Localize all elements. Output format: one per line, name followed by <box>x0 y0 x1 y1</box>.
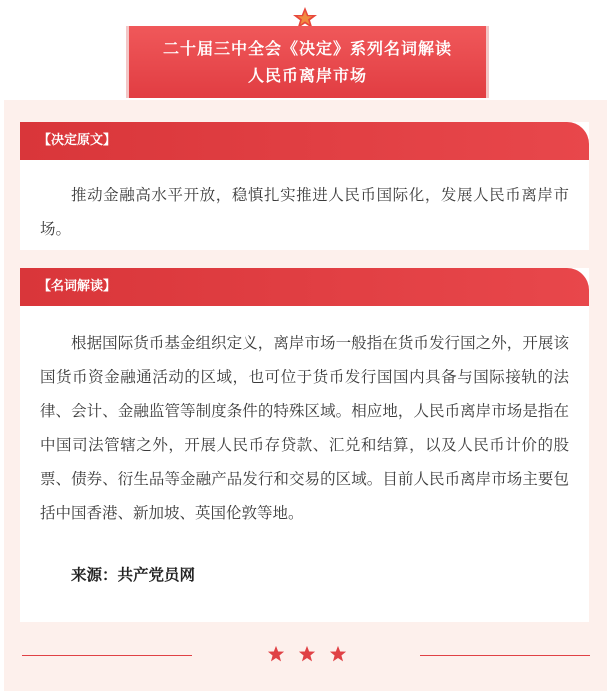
title-banner <box>126 26 489 98</box>
section-label: 【决定原文】 <box>38 133 117 148</box>
source-credit: 来源：共产党员网 <box>71 566 196 584</box>
section-label: 【名词解读】 <box>38 279 117 294</box>
banner-title-line1: 二十届三中全会《决定》系列名词解读 <box>162 39 452 58</box>
banner-title-line2: 人民币离岸市场 <box>247 66 367 85</box>
star-icon <box>267 645 285 663</box>
explanation-paragraph: 根据国际货币基金组织定义，离岸市场一般指在货币发行国之外，开展该国货币资金融通活动的区域，也可位于货币发行国国内具备与国际接轨的法律、会计、金融监管等制度条件的特殊区域。相应地，人民币离岸市场是指在中国司法管辖之外，开展人民币存贷款、汇兑和结算，以及人民币计价的股票、债券、衍生品等金融产品发行和交易的区域。目前人民币离岸市场主要包括中国香港、新加坡、英国伦敦等地。 <box>40 334 569 522</box>
star-icon <box>298 645 316 663</box>
footer-divider-left <box>22 655 192 656</box>
term-explanation-card <box>20 268 589 622</box>
footer-divider-right <box>420 655 590 656</box>
decision-text-card <box>20 122 589 250</box>
card-header <box>20 122 589 160</box>
decision-paragraph: 推动金融高水平开放，稳慎扎实推进人民币国际化，发展人民币离岸市场。 <box>40 186 569 238</box>
star-icon <box>329 645 347 663</box>
footer-stars <box>267 645 347 665</box>
card-header <box>20 268 589 306</box>
